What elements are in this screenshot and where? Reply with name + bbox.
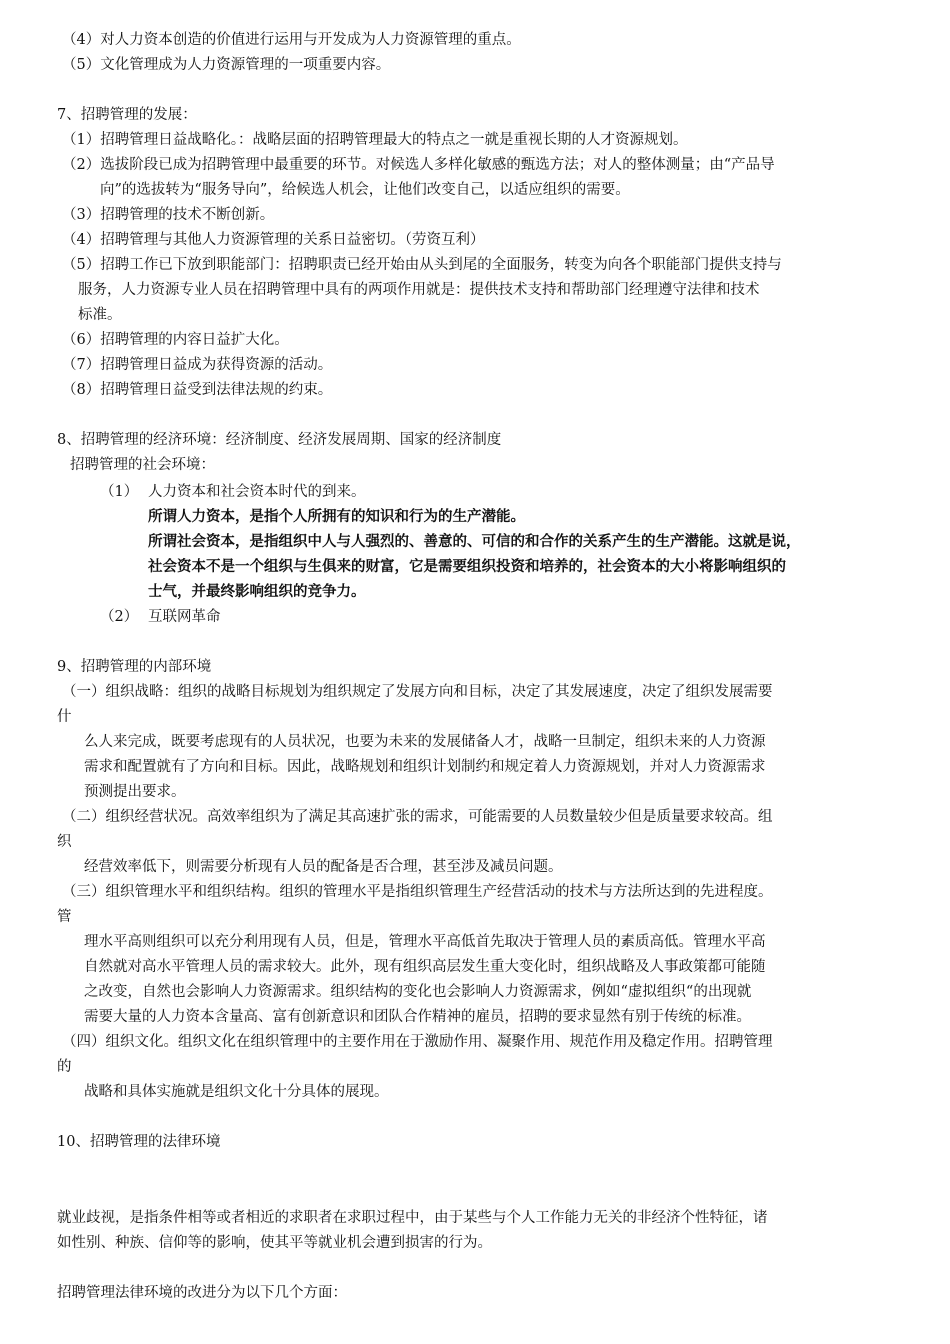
text-line: （3）招聘管理的技术不断创新。: [62, 207, 275, 223]
text-line: （6）招聘管理的内容日益扩大化。: [62, 332, 289, 348]
text-line: 需求和配置就有了方向和目标。因此，战略规划和组织计划制约和规定着人力资源规划，并对人力资源需求: [84, 759, 766, 775]
text-line: 所谓人力资本，是指个人所拥有的知识和行为的生产潜能。: [148, 508, 525, 525]
text-line: 经营效率低下，则需要分析现有人员的配备是否合理，甚至涉及减员问题。: [84, 859, 563, 875]
text-line: 么人来完成，既要考虑现有的人员状况，也要为未来的发展储备人才，战略一旦制定，组织未来的人力资源: [84, 734, 766, 750]
text-line: 战略和具体实施就是组织文化十分具体的展现。: [84, 1084, 389, 1100]
text-line: （1）招聘管理日益战略化。：战略层面的招聘管理最大的特点之一就是重视长期的人才资源规划。: [62, 132, 688, 148]
text-line: 管: [57, 909, 72, 925]
text-line: 服务，人力资源专业人员在招聘管理中具有的两项作用就是：提供技术支持和帮助部门经理遵守法律和技术: [78, 282, 760, 298]
text-line: （2）: [100, 609, 139, 625]
text-line: 理水平高则组织可以充分利用现有人员，但是，管理水平高低首先取决于管理人员的素质高低。管理水平高: [84, 934, 766, 950]
text-line: （5）招聘工作已下放到职能部门：招聘职责已经开始由从头到尾的全面服务，转变为向各个职能部门提供支持与: [62, 257, 782, 273]
text-line: 自然就对高水平管理人员的需求较大。此外，现有组织高层发生重大变化时，组织战略及人事政策都可能随: [84, 959, 766, 975]
text-line: 互联网革命: [148, 609, 221, 625]
text-line: （1）: [100, 484, 139, 500]
text-line: （8）招聘管理日益受到法律法规的约束。: [62, 382, 333, 398]
text-line: 人力资本和社会资本时代的到来。: [148, 484, 366, 500]
text-line: 士气，并最终影响组织的竞争力。: [148, 583, 366, 600]
text-line: 10、招聘管理的法律环境: [57, 1134, 221, 1150]
text-line: （四）组织文化。组织文化在组织管理中的主要作用在于激励作用、凝聚作用、规范作用及稳定作用。招聘管理: [62, 1034, 773, 1050]
text-line: 向”的选拔转为“服务导向”，给候选人机会，让他们改变自己，以适应组织的需要。: [100, 182, 630, 198]
text-line: 8、招聘管理的经济环境：经济制度、经济发展周期、国家的经济制度: [57, 432, 502, 448]
text-line: （7）招聘管理日益成为获得资源的活动。: [62, 357, 333, 373]
text-line: 如性别、种族、信仰等的影响，使其平等就业机会遭到损害的行为。: [57, 1235, 492, 1251]
text-line: （4）对人力资本创造的价值进行运用与开发成为人力资源管理的重点。: [62, 32, 521, 48]
text-line: （2）选拔阶段已成为招聘管理中最重要的环节。对候选人多样化敏感的甄选方法；对人的整体测量；由“产品导: [62, 157, 775, 173]
text-line: 就业歧视，是指条件相等或者相近的求职者在求职过程中，由于某些与个人工作能力无关的非经济个性特征，诸: [57, 1210, 768, 1226]
text-line: 织: [57, 834, 72, 850]
text-line: 所谓社会资本，是指组织中人与人强烈的、善意的、可信的和合作的关系产生的生产潜能。这就是说，: [148, 533, 801, 550]
text-line: 需要大量的人力资本含量高、富有创新意识和团队合作精神的雇员，招聘的要求显然有别于传统的标准。: [84, 1009, 751, 1025]
text-line: （5）文化管理成为人力资源管理的一项重要内容。: [62, 57, 391, 73]
text-line: 预测提出要求。: [84, 784, 186, 800]
text-line: （4）招聘管理与其他人力资源管理的关系日益密切。（劳资互利）: [62, 232, 485, 248]
text-line: 的: [57, 1059, 72, 1075]
text-line: 7、招聘管理的发展：: [57, 107, 197, 123]
text-line: （一）组织战略：组织的战略目标规划为组织规定了发展方向和目标，决定了其发展速度，决定了组织发展需要: [62, 684, 773, 700]
text-line: 招聘管理法律环境的改进分为以下几个方面：: [57, 1285, 347, 1301]
text-line: （三）组织管理水平和组织结构。组织的管理水平是指组织管理生产经营活动的技术与方法所达到的先进程度。: [62, 884, 773, 900]
text-line: 什: [57, 709, 72, 725]
text-line: 之改变，自然也会影响人力资源需求。组织结构的变化也会影响人力资源需求，例如“虚拟组织“的出现就: [84, 984, 752, 1000]
text-line: （二）组织经营状况。高效率组织为了满足其高速扩张的需求，可能需要的人员数量较少但是质量要求较高。组: [62, 809, 773, 825]
text-line: 标准。: [78, 307, 122, 323]
text-line: 招聘管理的社会环境：: [70, 457, 215, 473]
text-line: 9、招聘管理的内部环境: [57, 659, 212, 675]
text-line: 社会资本不是一个组织与生俱来的财富，它是需要组织投资和培养的，社会资本的大小将影响组织的: [148, 558, 786, 575]
